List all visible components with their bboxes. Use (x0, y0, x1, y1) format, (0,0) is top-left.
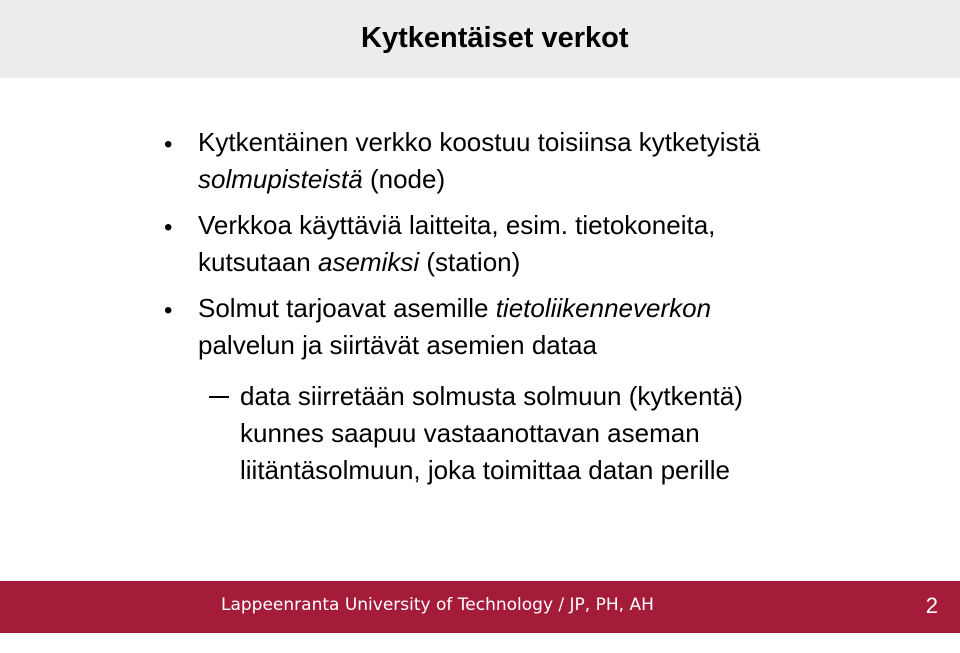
sub-bullet-line-3: liitäntäsolmuun, joka toimittaa datan perille (240, 455, 730, 485)
bullet-1-line-1-segment: Kytkentäinen verkko koostuu toisiinsa kytketyistä (198, 127, 761, 157)
bullet-3-line-1 (198, 290, 928, 327)
page-number: 2 (925, 593, 938, 618)
bullet-2-line-2-italic: asemiksi (317, 247, 420, 277)
bullet-icon: • (164, 131, 173, 158)
bullet-1-line-2-italic: solmupisteistä (198, 164, 363, 194)
bullet-1-line-2-segment: (node) (362, 164, 446, 194)
footer-text: Lappeenranta University of Technology / JP, PH, AH (221, 595, 654, 615)
footer-bar (0, 581, 960, 633)
sub-bullet-line-2: kunnes saapuu vastaanottavan aseman (240, 418, 700, 448)
bullet-2-line-2 (198, 244, 928, 281)
sub-bullet-line-1: data siirretään solmusta solmuun (kytkentä) (240, 381, 743, 411)
bullet-3-line-2 (198, 327, 928, 364)
bullet-icon: • (164, 214, 173, 241)
dash-icon (209, 396, 229, 398)
title-bar (0, 0, 960, 78)
bullet-3-line-2-segment: palvelun ja siirtävät asemien dataa (198, 330, 597, 360)
bullet-icon: • (164, 297, 173, 324)
bullet-3-line-1-italic: tietoliikenneverkon (495, 293, 712, 323)
bullet-2-line-2-segment-end: (station) (419, 247, 521, 277)
bullet-2-line-2-segment: kutsutaan (198, 247, 318, 277)
bullet-1-line-2 (198, 161, 928, 198)
bullet-2-line-1-segment: Verkkoa käyttäviä laitteita, esim. tietokoneita, (198, 210, 716, 240)
slide-title: Kytkentäiset verkot (361, 22, 629, 54)
bullet-2-line-1 (198, 207, 928, 244)
bullet-1-line-1 (198, 124, 928, 161)
bullet-3-line-1-segment: Solmut tarjoavat asemille (198, 293, 496, 323)
